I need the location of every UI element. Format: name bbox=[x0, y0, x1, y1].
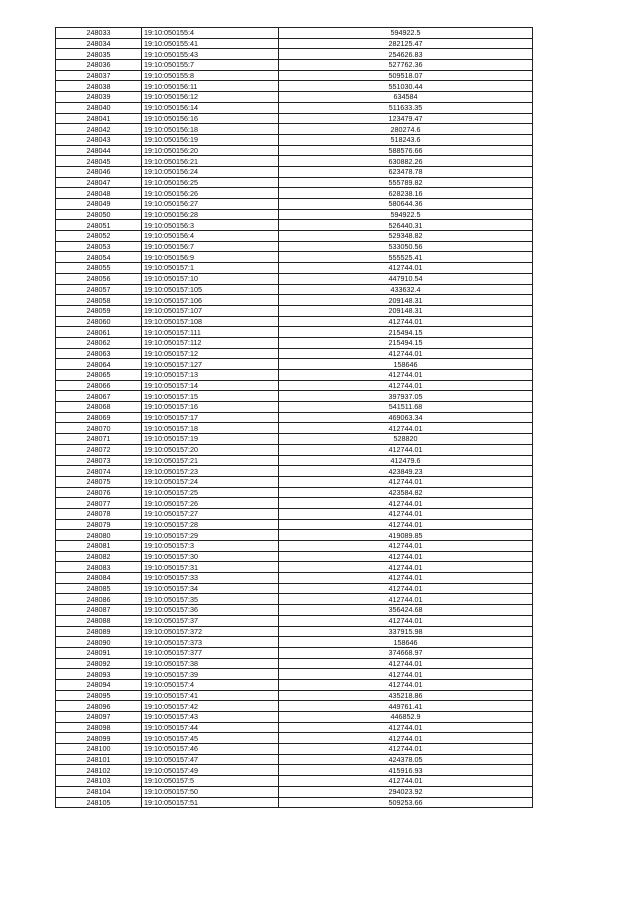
row-number-cell: 248059 bbox=[56, 305, 142, 316]
table-row bbox=[56, 690, 533, 701]
value-cell: 634584 bbox=[279, 92, 533, 103]
table-row bbox=[56, 765, 533, 776]
value-cell: 412479.6 bbox=[279, 455, 533, 466]
table-row bbox=[56, 263, 533, 274]
cadastral-number-cell: 19:10:050157:36 bbox=[142, 605, 279, 616]
cadastral-number-cell: 19:10:050157:33 bbox=[142, 573, 279, 584]
value-cell: 280274.6 bbox=[279, 124, 533, 135]
cadastral-number-cell: 19:10:050156:18 bbox=[142, 124, 279, 135]
value-cell: 412744.01 bbox=[279, 744, 533, 755]
value-cell: 412744.01 bbox=[279, 476, 533, 487]
value-cell: 412744.01 bbox=[279, 658, 533, 669]
value-cell: 412744.01 bbox=[279, 722, 533, 733]
value-cell: 412744.01 bbox=[279, 316, 533, 327]
value-cell: 423849.23 bbox=[279, 466, 533, 477]
cadastral-number-cell: 19:10:050157:24 bbox=[142, 476, 279, 487]
row-number-cell: 248058 bbox=[56, 295, 142, 306]
table-row bbox=[56, 81, 533, 92]
table-row bbox=[56, 402, 533, 413]
value-cell: 209148.31 bbox=[279, 295, 533, 306]
cadastral-number-cell: 19:10:050156:28 bbox=[142, 209, 279, 220]
row-number-cell: 248104 bbox=[56, 786, 142, 797]
row-number-cell: 248053 bbox=[56, 241, 142, 252]
cadastral-number-cell: 19:10:050157:21 bbox=[142, 455, 279, 466]
cadastral-number-cell: 19:10:050157:50 bbox=[142, 786, 279, 797]
row-number-cell: 248096 bbox=[56, 701, 142, 712]
value-cell: 215494.15 bbox=[279, 337, 533, 348]
cadastral-number-cell: 19:10:050157:47 bbox=[142, 754, 279, 765]
table-row bbox=[56, 327, 533, 338]
cadastral-number-cell: 19:10:050156:25 bbox=[142, 177, 279, 188]
value-cell: 412744.01 bbox=[279, 263, 533, 274]
cadastral-number-cell: 19:10:050155:7 bbox=[142, 60, 279, 71]
value-cell: 412744.01 bbox=[279, 776, 533, 787]
row-number-cell: 248101 bbox=[56, 754, 142, 765]
cadastral-number-cell: 19:10:050157:37 bbox=[142, 615, 279, 626]
value-cell: 509518.07 bbox=[279, 70, 533, 81]
table-row bbox=[56, 295, 533, 306]
cadastral-number-cell: 19:10:050157:16 bbox=[142, 402, 279, 413]
value-cell: 412744.01 bbox=[279, 348, 533, 359]
value-cell: 551030.44 bbox=[279, 81, 533, 92]
value-cell: 435218.86 bbox=[279, 690, 533, 701]
row-number-cell: 248074 bbox=[56, 466, 142, 477]
table-row bbox=[56, 605, 533, 616]
row-number-cell: 248068 bbox=[56, 402, 142, 413]
cadastral-number-cell: 19:10:050156:9 bbox=[142, 252, 279, 263]
row-number-cell: 248077 bbox=[56, 498, 142, 509]
row-number-cell: 248063 bbox=[56, 348, 142, 359]
cadastral-number-cell: 19:10:050156:11 bbox=[142, 81, 279, 92]
row-number-cell: 248095 bbox=[56, 690, 142, 701]
cadastral-number-cell: 19:10:050157:106 bbox=[142, 295, 279, 306]
row-number-cell: 248076 bbox=[56, 487, 142, 498]
row-number-cell: 248048 bbox=[56, 188, 142, 199]
table-row bbox=[56, 466, 533, 477]
value-cell: 412744.01 bbox=[279, 551, 533, 562]
value-cell: 433632.4 bbox=[279, 284, 533, 295]
value-cell: 412744.01 bbox=[279, 541, 533, 552]
value-cell: 412744.01 bbox=[279, 615, 533, 626]
row-number-cell: 248089 bbox=[56, 626, 142, 637]
cadastral-number-cell: 19:10:050155:43 bbox=[142, 49, 279, 60]
value-cell: 424378.05 bbox=[279, 754, 533, 765]
table-row bbox=[56, 637, 533, 648]
table-row bbox=[56, 177, 533, 188]
cadastral-number-cell: 19:10:050157:25 bbox=[142, 487, 279, 498]
table-row bbox=[56, 113, 533, 124]
table-row bbox=[56, 209, 533, 220]
cadastral-number-cell: 19:10:050157:13 bbox=[142, 370, 279, 381]
cadastral-number-cell: 19:10:050155:41 bbox=[142, 38, 279, 49]
value-cell: 511633.35 bbox=[279, 102, 533, 113]
row-number-cell: 248099 bbox=[56, 733, 142, 744]
table-row bbox=[56, 423, 533, 434]
cadastral-number-cell: 19:10:050156:27 bbox=[142, 199, 279, 210]
table-row bbox=[56, 701, 533, 712]
value-cell: 419089.85 bbox=[279, 530, 533, 541]
value-cell: 412744.01 bbox=[279, 733, 533, 744]
table-row bbox=[56, 241, 533, 252]
table-row bbox=[56, 530, 533, 541]
table-row bbox=[56, 647, 533, 658]
table-row bbox=[56, 124, 533, 135]
value-cell: 594922.5 bbox=[279, 28, 533, 39]
table-row bbox=[56, 102, 533, 113]
value-cell: 529348.82 bbox=[279, 231, 533, 242]
table-row bbox=[56, 669, 533, 680]
row-number-cell: 248103 bbox=[56, 776, 142, 787]
value-cell: 526440.31 bbox=[279, 220, 533, 231]
value-cell: 412744.01 bbox=[279, 669, 533, 680]
table-row bbox=[56, 712, 533, 723]
row-number-cell: 248051 bbox=[56, 220, 142, 231]
table-row bbox=[56, 166, 533, 177]
value-cell: 630882.26 bbox=[279, 156, 533, 167]
table-row bbox=[56, 626, 533, 637]
table-body bbox=[56, 28, 533, 808]
row-number-cell: 248050 bbox=[56, 209, 142, 220]
value-cell: 469063.34 bbox=[279, 412, 533, 423]
table-row bbox=[56, 145, 533, 156]
cadastral-number-cell: 19:10:050155:8 bbox=[142, 70, 279, 81]
value-cell: 555525.41 bbox=[279, 252, 533, 263]
table-row bbox=[56, 305, 533, 316]
cadastral-number-cell: 19:10:050156:21 bbox=[142, 156, 279, 167]
value-cell: 449761.41 bbox=[279, 701, 533, 712]
value-cell: 356424.68 bbox=[279, 605, 533, 616]
table-row bbox=[56, 583, 533, 594]
value-cell: 541511.68 bbox=[279, 402, 533, 413]
row-number-cell: 248033 bbox=[56, 28, 142, 39]
row-number-cell: 248046 bbox=[56, 166, 142, 177]
row-number-cell: 248081 bbox=[56, 541, 142, 552]
row-number-cell: 248037 bbox=[56, 70, 142, 81]
cadastral-number-cell: 19:10:050157:39 bbox=[142, 669, 279, 680]
cadastral-number-cell: 19:10:050156:4 bbox=[142, 231, 279, 242]
cadastral-number-cell: 19:10:050157:34 bbox=[142, 583, 279, 594]
row-number-cell: 248080 bbox=[56, 530, 142, 541]
cadastral-number-cell: 19:10:050157:111 bbox=[142, 327, 279, 338]
cadastral-number-cell: 19:10:050156:12 bbox=[142, 92, 279, 103]
table-row bbox=[56, 337, 533, 348]
table-row bbox=[56, 508, 533, 519]
row-number-cell: 248044 bbox=[56, 145, 142, 156]
table-row bbox=[56, 273, 533, 284]
cadastral-number-cell: 19:10:050157:377 bbox=[142, 647, 279, 658]
table-row bbox=[56, 744, 533, 755]
table-row bbox=[56, 92, 533, 103]
cadastral-number-cell: 19:10:050157:14 bbox=[142, 380, 279, 391]
row-number-cell: 248067 bbox=[56, 391, 142, 402]
row-number-cell: 248039 bbox=[56, 92, 142, 103]
row-number-cell: 248090 bbox=[56, 637, 142, 648]
table-row bbox=[56, 348, 533, 359]
value-cell: 555789.82 bbox=[279, 177, 533, 188]
value-cell: 412744.01 bbox=[279, 562, 533, 573]
value-cell: 447910.54 bbox=[279, 273, 533, 284]
cadastral-number-cell: 19:10:050157:3 bbox=[142, 541, 279, 552]
row-number-cell: 248036 bbox=[56, 60, 142, 71]
row-number-cell: 248043 bbox=[56, 134, 142, 145]
table-row bbox=[56, 220, 533, 231]
cadastral-number-cell: 19:10:050157:372 bbox=[142, 626, 279, 637]
table-row bbox=[56, 786, 533, 797]
value-cell: 397937.05 bbox=[279, 391, 533, 402]
table-row bbox=[56, 412, 533, 423]
row-number-cell: 248040 bbox=[56, 102, 142, 113]
value-cell: 412744.01 bbox=[279, 370, 533, 381]
row-number-cell: 248070 bbox=[56, 423, 142, 434]
cadastral-number-cell: 19:10:050157:4 bbox=[142, 679, 279, 690]
value-cell: 412744.01 bbox=[279, 594, 533, 605]
value-cell: 158646 bbox=[279, 637, 533, 648]
value-cell: 254626.83 bbox=[279, 49, 533, 60]
row-number-cell: 248097 bbox=[56, 712, 142, 723]
value-cell: 374668.97 bbox=[279, 647, 533, 658]
cadastral-number-cell: 19:10:050157:43 bbox=[142, 712, 279, 723]
cadastral-number-cell: 19:10:050157:23 bbox=[142, 466, 279, 477]
table-row bbox=[56, 316, 533, 327]
cadastral-number-cell: 19:10:050157:15 bbox=[142, 391, 279, 402]
row-number-cell: 248071 bbox=[56, 434, 142, 445]
row-number-cell: 248088 bbox=[56, 615, 142, 626]
cadastral-number-cell: 19:10:050157:12 bbox=[142, 348, 279, 359]
row-number-cell: 248061 bbox=[56, 327, 142, 338]
row-number-cell: 248049 bbox=[56, 199, 142, 210]
table-row bbox=[56, 134, 533, 145]
table-row bbox=[56, 188, 533, 199]
table-row bbox=[56, 70, 533, 81]
value-cell: 412744.01 bbox=[279, 444, 533, 455]
cadastral-number-cell: 19:10:050157:45 bbox=[142, 733, 279, 744]
table-row bbox=[56, 797, 533, 808]
table-row bbox=[56, 444, 533, 455]
row-number-cell: 248091 bbox=[56, 647, 142, 658]
cadastral-number-cell: 19:10:050157:17 bbox=[142, 412, 279, 423]
table-row bbox=[56, 776, 533, 787]
value-cell: 412744.01 bbox=[279, 508, 533, 519]
cadastral-number-cell: 19:10:050157:10 bbox=[142, 273, 279, 284]
row-number-cell: 248069 bbox=[56, 412, 142, 423]
cadastral-number-cell: 19:10:050156:16 bbox=[142, 113, 279, 124]
row-number-cell: 248084 bbox=[56, 573, 142, 584]
value-cell: 527762.36 bbox=[279, 60, 533, 71]
table-row bbox=[56, 562, 533, 573]
row-number-cell: 248086 bbox=[56, 594, 142, 605]
row-number-cell: 248082 bbox=[56, 551, 142, 562]
cadastral-number-cell: 19:10:050156:26 bbox=[142, 188, 279, 199]
row-number-cell: 248042 bbox=[56, 124, 142, 135]
table-row bbox=[56, 231, 533, 242]
cadastral-number-cell: 19:10:050156:14 bbox=[142, 102, 279, 113]
table-row bbox=[56, 541, 533, 552]
row-number-cell: 248064 bbox=[56, 359, 142, 370]
cadastral-number-cell: 19:10:050157:108 bbox=[142, 316, 279, 327]
cadastral-number-cell: 19:10:050157:27 bbox=[142, 508, 279, 519]
value-cell: 580644.36 bbox=[279, 199, 533, 210]
value-cell: 337915.98 bbox=[279, 626, 533, 637]
data-table bbox=[55, 27, 533, 808]
table-row bbox=[56, 38, 533, 49]
cadastral-number-cell: 19:10:050157:29 bbox=[142, 530, 279, 541]
cadastral-number-cell: 19:10:050157:51 bbox=[142, 797, 279, 808]
value-cell: 628238.16 bbox=[279, 188, 533, 199]
cadastral-number-cell: 19:10:050157:28 bbox=[142, 519, 279, 530]
row-number-cell: 248098 bbox=[56, 722, 142, 733]
row-number-cell: 248094 bbox=[56, 679, 142, 690]
value-cell: 518243.6 bbox=[279, 134, 533, 145]
table-row bbox=[56, 455, 533, 466]
row-number-cell: 248078 bbox=[56, 508, 142, 519]
cadastral-number-cell: 19:10:050157:105 bbox=[142, 284, 279, 295]
table-row bbox=[56, 679, 533, 690]
cadastral-number-cell: 19:10:050156:20 bbox=[142, 145, 279, 156]
row-number-cell: 248041 bbox=[56, 113, 142, 124]
value-cell: 282125.47 bbox=[279, 38, 533, 49]
cadastral-number-cell: 19:10:050157:5 bbox=[142, 776, 279, 787]
value-cell: 123479.47 bbox=[279, 113, 533, 124]
table-row bbox=[56, 733, 533, 744]
cadastral-number-cell: 19:10:050157:26 bbox=[142, 498, 279, 509]
value-cell: 412744.01 bbox=[279, 573, 533, 584]
value-cell: 215494.15 bbox=[279, 327, 533, 338]
row-number-cell: 248056 bbox=[56, 273, 142, 284]
row-number-cell: 248083 bbox=[56, 562, 142, 573]
row-number-cell: 248085 bbox=[56, 583, 142, 594]
row-number-cell: 248062 bbox=[56, 337, 142, 348]
value-cell: 412744.01 bbox=[279, 380, 533, 391]
row-number-cell: 248055 bbox=[56, 263, 142, 274]
cadastral-number-cell: 19:10:050156:19 bbox=[142, 134, 279, 145]
cadastral-number-cell: 19:10:050156:3 bbox=[142, 220, 279, 231]
row-number-cell: 248105 bbox=[56, 797, 142, 808]
cadastral-number-cell: 19:10:050157:44 bbox=[142, 722, 279, 733]
row-number-cell: 248092 bbox=[56, 658, 142, 669]
table-row bbox=[56, 380, 533, 391]
value-cell: 528820 bbox=[279, 434, 533, 445]
table-row bbox=[56, 156, 533, 167]
table-row bbox=[56, 498, 533, 509]
table-row bbox=[56, 615, 533, 626]
cadastral-number-cell: 19:10:050156:24 bbox=[142, 166, 279, 177]
row-number-cell: 248079 bbox=[56, 519, 142, 530]
row-number-cell: 248034 bbox=[56, 38, 142, 49]
table-row bbox=[56, 391, 533, 402]
row-number-cell: 248075 bbox=[56, 476, 142, 487]
row-number-cell: 248072 bbox=[56, 444, 142, 455]
table-row bbox=[56, 284, 533, 295]
table-row bbox=[56, 551, 533, 562]
table-row bbox=[56, 519, 533, 530]
cadastral-number-cell: 19:10:050157:107 bbox=[142, 305, 279, 316]
row-number-cell: 248073 bbox=[56, 455, 142, 466]
cadastral-number-cell: 19:10:050157:1 bbox=[142, 263, 279, 274]
table-row bbox=[56, 476, 533, 487]
row-number-cell: 248045 bbox=[56, 156, 142, 167]
cadastral-number-cell: 19:10:050156:7 bbox=[142, 241, 279, 252]
cadastral-number-cell: 19:10:050157:46 bbox=[142, 744, 279, 755]
row-number-cell: 248093 bbox=[56, 669, 142, 680]
table-row bbox=[56, 49, 533, 60]
row-number-cell: 248102 bbox=[56, 765, 142, 776]
cadastral-number-cell: 19:10:050157:20 bbox=[142, 444, 279, 455]
cadastral-number-cell: 19:10:050157:18 bbox=[142, 423, 279, 434]
cadastral-number-cell: 19:10:050157:31 bbox=[142, 562, 279, 573]
value-cell: 412744.01 bbox=[279, 679, 533, 690]
value-cell: 588576.66 bbox=[279, 145, 533, 156]
table-row bbox=[56, 359, 533, 370]
table-row bbox=[56, 370, 533, 381]
cadastral-number-cell: 19:10:050157:49 bbox=[142, 765, 279, 776]
cadastral-number-cell: 19:10:050157:42 bbox=[142, 701, 279, 712]
table-row bbox=[56, 199, 533, 210]
table-row bbox=[56, 60, 533, 71]
cadastral-number-cell: 19:10:050157:19 bbox=[142, 434, 279, 445]
value-cell: 412744.01 bbox=[279, 423, 533, 434]
value-cell: 158646 bbox=[279, 359, 533, 370]
table-row bbox=[56, 434, 533, 445]
cadastral-number-cell: 19:10:050157:112 bbox=[142, 337, 279, 348]
value-cell: 533050.56 bbox=[279, 241, 533, 252]
cadastral-number-cell: 19:10:050157:30 bbox=[142, 551, 279, 562]
value-cell: 412744.01 bbox=[279, 498, 533, 509]
value-cell: 412744.01 bbox=[279, 583, 533, 594]
table-row bbox=[56, 754, 533, 765]
table-row bbox=[56, 487, 533, 498]
row-number-cell: 248054 bbox=[56, 252, 142, 263]
row-number-cell: 248065 bbox=[56, 370, 142, 381]
row-number-cell: 248057 bbox=[56, 284, 142, 295]
cadastral-number-cell: 19:10:050157:35 bbox=[142, 594, 279, 605]
row-number-cell: 248035 bbox=[56, 49, 142, 60]
cadastral-number-cell: 19:10:050157:41 bbox=[142, 690, 279, 701]
value-cell: 423584.82 bbox=[279, 487, 533, 498]
row-number-cell: 248087 bbox=[56, 605, 142, 616]
value-cell: 623478.78 bbox=[279, 166, 533, 177]
cadastral-number-cell: 19:10:050157:373 bbox=[142, 637, 279, 648]
table-row bbox=[56, 594, 533, 605]
table-row bbox=[56, 28, 533, 39]
value-cell: 446852.9 bbox=[279, 712, 533, 723]
cadastral-number-cell: 19:10:050157:38 bbox=[142, 658, 279, 669]
value-cell: 412744.01 bbox=[279, 519, 533, 530]
table-row bbox=[56, 658, 533, 669]
cadastral-number-cell: 19:10:050157:127 bbox=[142, 359, 279, 370]
row-number-cell: 248052 bbox=[56, 231, 142, 242]
row-number-cell: 248100 bbox=[56, 744, 142, 755]
row-number-cell: 248066 bbox=[56, 380, 142, 391]
cadastral-number-cell: 19:10:050155:4 bbox=[142, 28, 279, 39]
row-number-cell: 248060 bbox=[56, 316, 142, 327]
value-cell: 509253.66 bbox=[279, 797, 533, 808]
table-row bbox=[56, 252, 533, 263]
row-number-cell: 248047 bbox=[56, 177, 142, 188]
table-row bbox=[56, 722, 533, 733]
table-row bbox=[56, 573, 533, 584]
row-number-cell: 248038 bbox=[56, 81, 142, 92]
value-cell: 415916.93 bbox=[279, 765, 533, 776]
value-cell: 294023.92 bbox=[279, 786, 533, 797]
value-cell: 209148.31 bbox=[279, 305, 533, 316]
value-cell: 594922.5 bbox=[279, 209, 533, 220]
